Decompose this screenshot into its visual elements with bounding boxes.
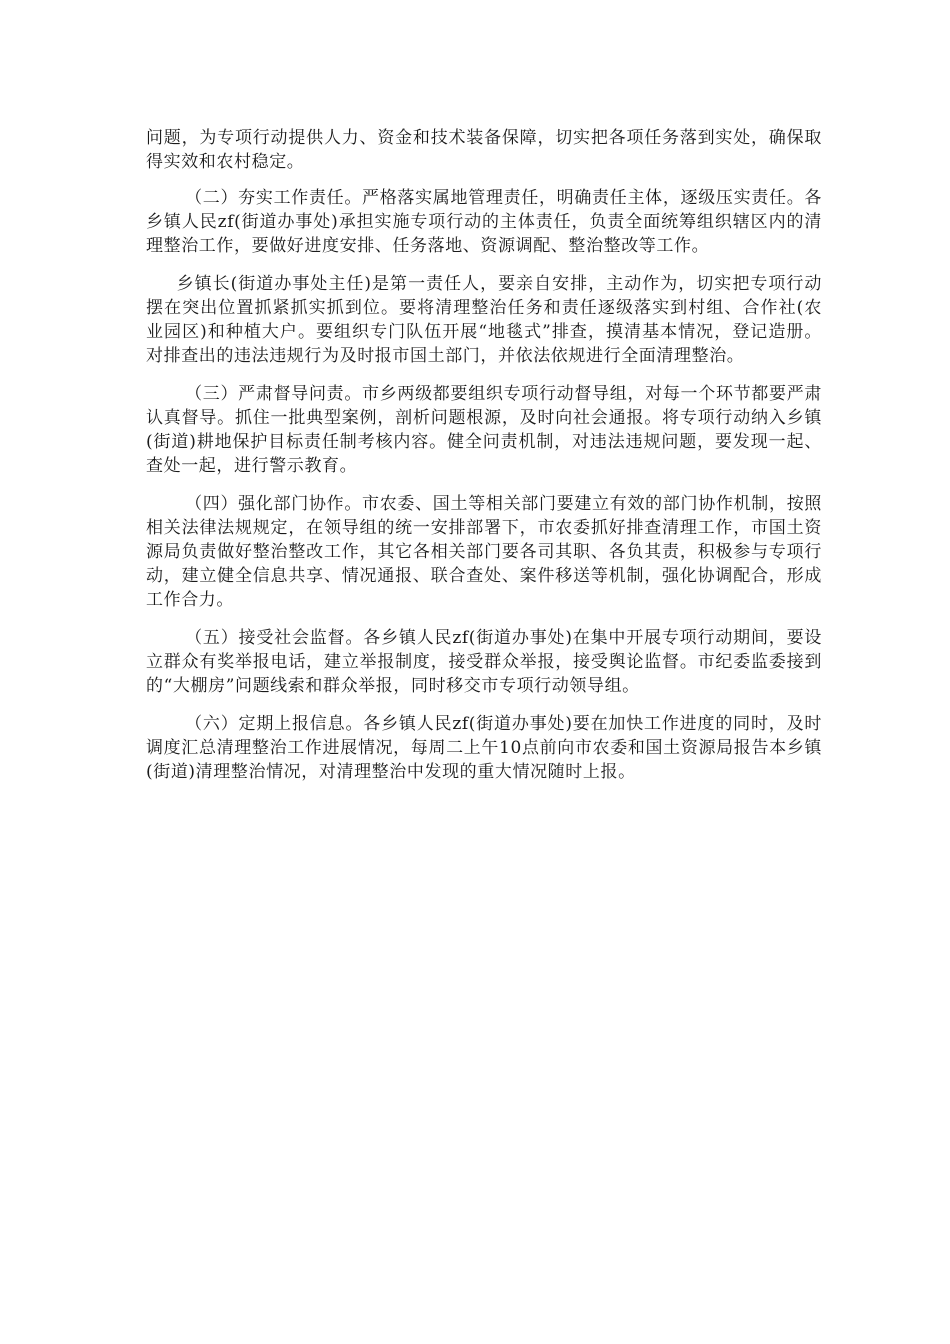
paragraph-section-3: （三）严肃督导问责。市乡两级都要组织专项行动督导组，对每一个环节都要严肃认真督导。抓住一批典型案例，剖析问题根源，及时向社会通报。将专项行动纳入乡镇(街道)耕地保护目标责任制考核内容。健全问责机制，对违法违规问题，要发现一起、查处一起，进行警示教育。 bbox=[146, 384, 822, 476]
paragraph-township-head: 乡镇长(街道办事处主任)是第一责任人，要亲自安排，主动作为，切实把专项行动摆在突出位置抓紧抓实抓到位。要将清理整治任务和责任逐级落实到村组、合作社(农业园区)和种植大户。要组织专门队伍开展“地毯式”排查，摸清基本情况，登记造册。对排查出的违法违规行为及时报市国土部门，并依法依规进行全面清理整治。 bbox=[146, 274, 822, 366]
document-page bbox=[146, 126, 822, 798]
paragraph-section-6: （六）定期上报信息。各乡镇人民zf(街道办事处)要在加快工作进度的同时，及时调度汇总清理整治工作进展情况，每周二上午10点前向市农委和国土资源局报告本乡镇(街道)清理整治情况，对清理整治中发现的重大情况随时上报。 bbox=[146, 714, 822, 782]
paragraph-section-2: （二）夯实工作责任。严格落实属地管理责任，明确责任主体，逐级压实责任。各乡镇人民zf(街道办事处)承担实施专项行动的主体责任，负责全面统筹组织辖区内的清理整治工作，要做好进度安排、任务落地、资源调配、整治整改等工作。 bbox=[146, 188, 822, 256]
paragraph-section-4: （四）强化部门协作。市农委、国土等相关部门要建立有效的部门协作机制，按照相关法律法规规定，在领导组的统一安排部署下，市农委抓好排查清理工作，市国土资源局负责做好整治整改工作，其它各相关部门要各司其职、各负其责，积极参与专项行动，建立健全信息共享、情况通报、联合查处、案件移送等机制，强化协调配合，形成工作合力。 bbox=[146, 494, 822, 610]
paragraph-continuation: 问题，为专项行动提供人力、资金和技术装备保障，切实把各项任务落到实处，确保取得实效和农村稳定。 bbox=[146, 128, 822, 172]
paragraph-section-5: （五）接受社会监督。各乡镇人民zf(街道办事处)在集中开展专项行动期间，要设立群众有奖举报电话，建立举报制度，接受群众举报，接受舆论监督。市纪委监委接到的“大棚房”问题线索和群众举报，同时移交市专项行动领导组。 bbox=[146, 628, 822, 696]
